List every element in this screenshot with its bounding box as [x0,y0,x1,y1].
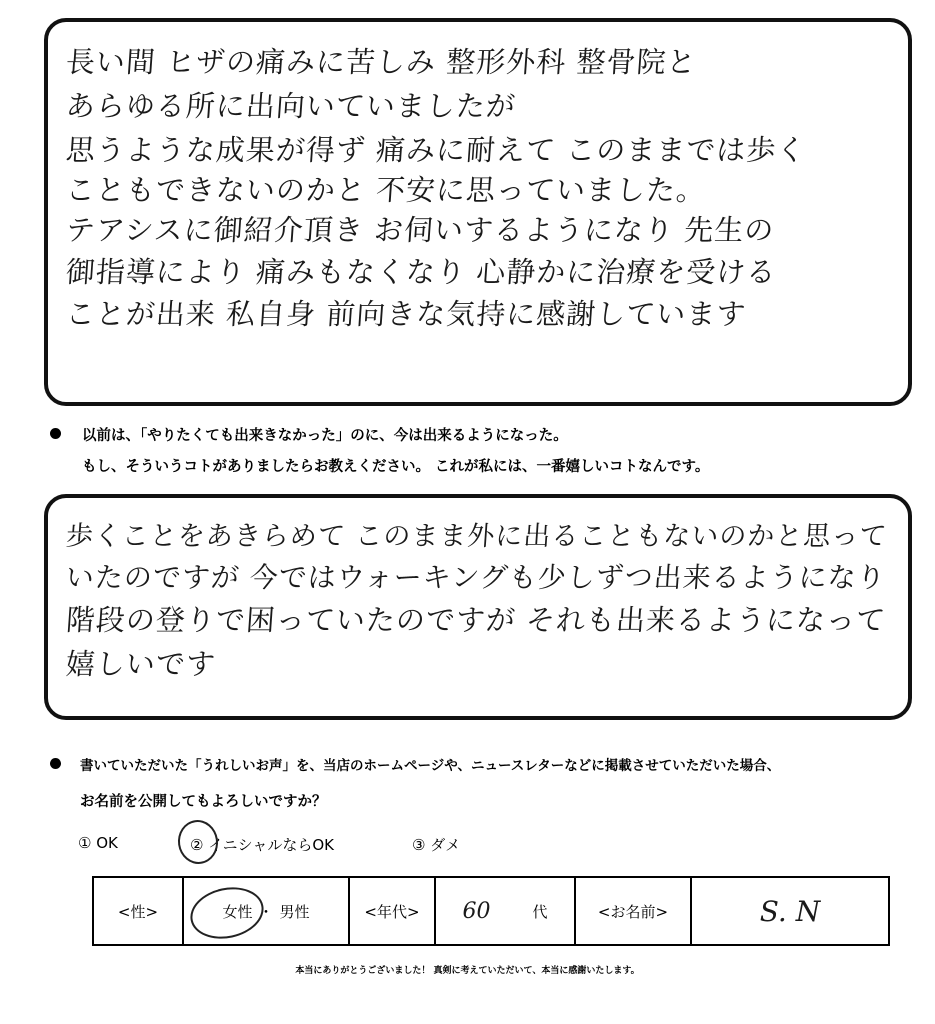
bullet-icon [50,758,61,769]
handwritten-line: 御指導により 痛みもなくなり 心静かに治療を受ける [64,255,778,289]
gender-separator: ・ [258,902,274,921]
age-unit: 代 [532,902,548,921]
handwritten-line: あらゆる所に出向いていましたが [64,89,518,123]
handwritten-line: ことが出来 私自身 前向きな気持に感謝しています [64,297,748,331]
selected-gender-circle [186,881,269,945]
gender-male[interactable]: 男性 [279,902,310,921]
handwritten-line: いたのですが 今ではウォーキングも少しずつ出来るようになり [64,561,888,594]
option-initials-ok[interactable]: ② イニシャルならOK [190,836,334,854]
question-1-line-2: もし、そういうコトがありましたらお教えください。 これが私には、一番嬉しいコトなんです。 [82,459,710,475]
age-value: 60 [462,898,491,924]
question-2-line-2: お名前を公開してもよろしいですか？ [80,794,327,810]
question-2-line-1: 書いていただいた「うれしいお声」を、当店のホームページや、ニュースレターなどに掲載させていただいた場合、 [80,758,781,774]
handwritten-line: 階段の登りで困っていたのですが それも出来るようになって [64,603,888,637]
handwritten-line: 歩くことをあきらめて このまま外に出ることもないのかと思って [64,521,889,552]
handwritten-line: 思うような成果が得ず 痛みに耐えて このままでは歩く [64,133,808,167]
gender-label-cell [94,878,184,944]
closing-message: 本当にありがとうございました！ 真剣に考えていただいて、本当に感謝いたします。 [295,966,640,976]
name-label-cell [576,878,692,944]
handwritten-line: 嬉しいです [64,647,218,681]
handwritten-line: こともできないのかと 不安に思っていました。 [64,173,708,207]
selected-option-circle [175,817,221,866]
age-value-cell [436,878,576,944]
bullet-icon [50,428,61,439]
name-label: <お名前> [597,902,669,921]
option-ok[interactable]: ① OK [78,834,118,852]
name-value-cell [692,878,888,944]
option-no[interactable]: ③ ダメ [412,836,461,854]
gender-female[interactable]: 女性 [222,902,253,921]
handwritten-line: 長い間 ヒザの痛みに苦しみ 整形外科 整骨院と [64,45,698,79]
gender-label: <性> [117,902,159,921]
info-table [92,876,890,946]
name-value: S. N [759,894,821,928]
question-1-line-1: 以前は、「やりたくても出来きなかった」のに、今は出来るようになった。 [82,428,568,444]
age-label: <年代> [364,902,420,921]
handwritten-line: テアシスに御紹介頂き お伺いするようになり 先生の [64,213,776,247]
gender-options-cell [184,878,350,944]
age-label-cell [350,878,436,944]
